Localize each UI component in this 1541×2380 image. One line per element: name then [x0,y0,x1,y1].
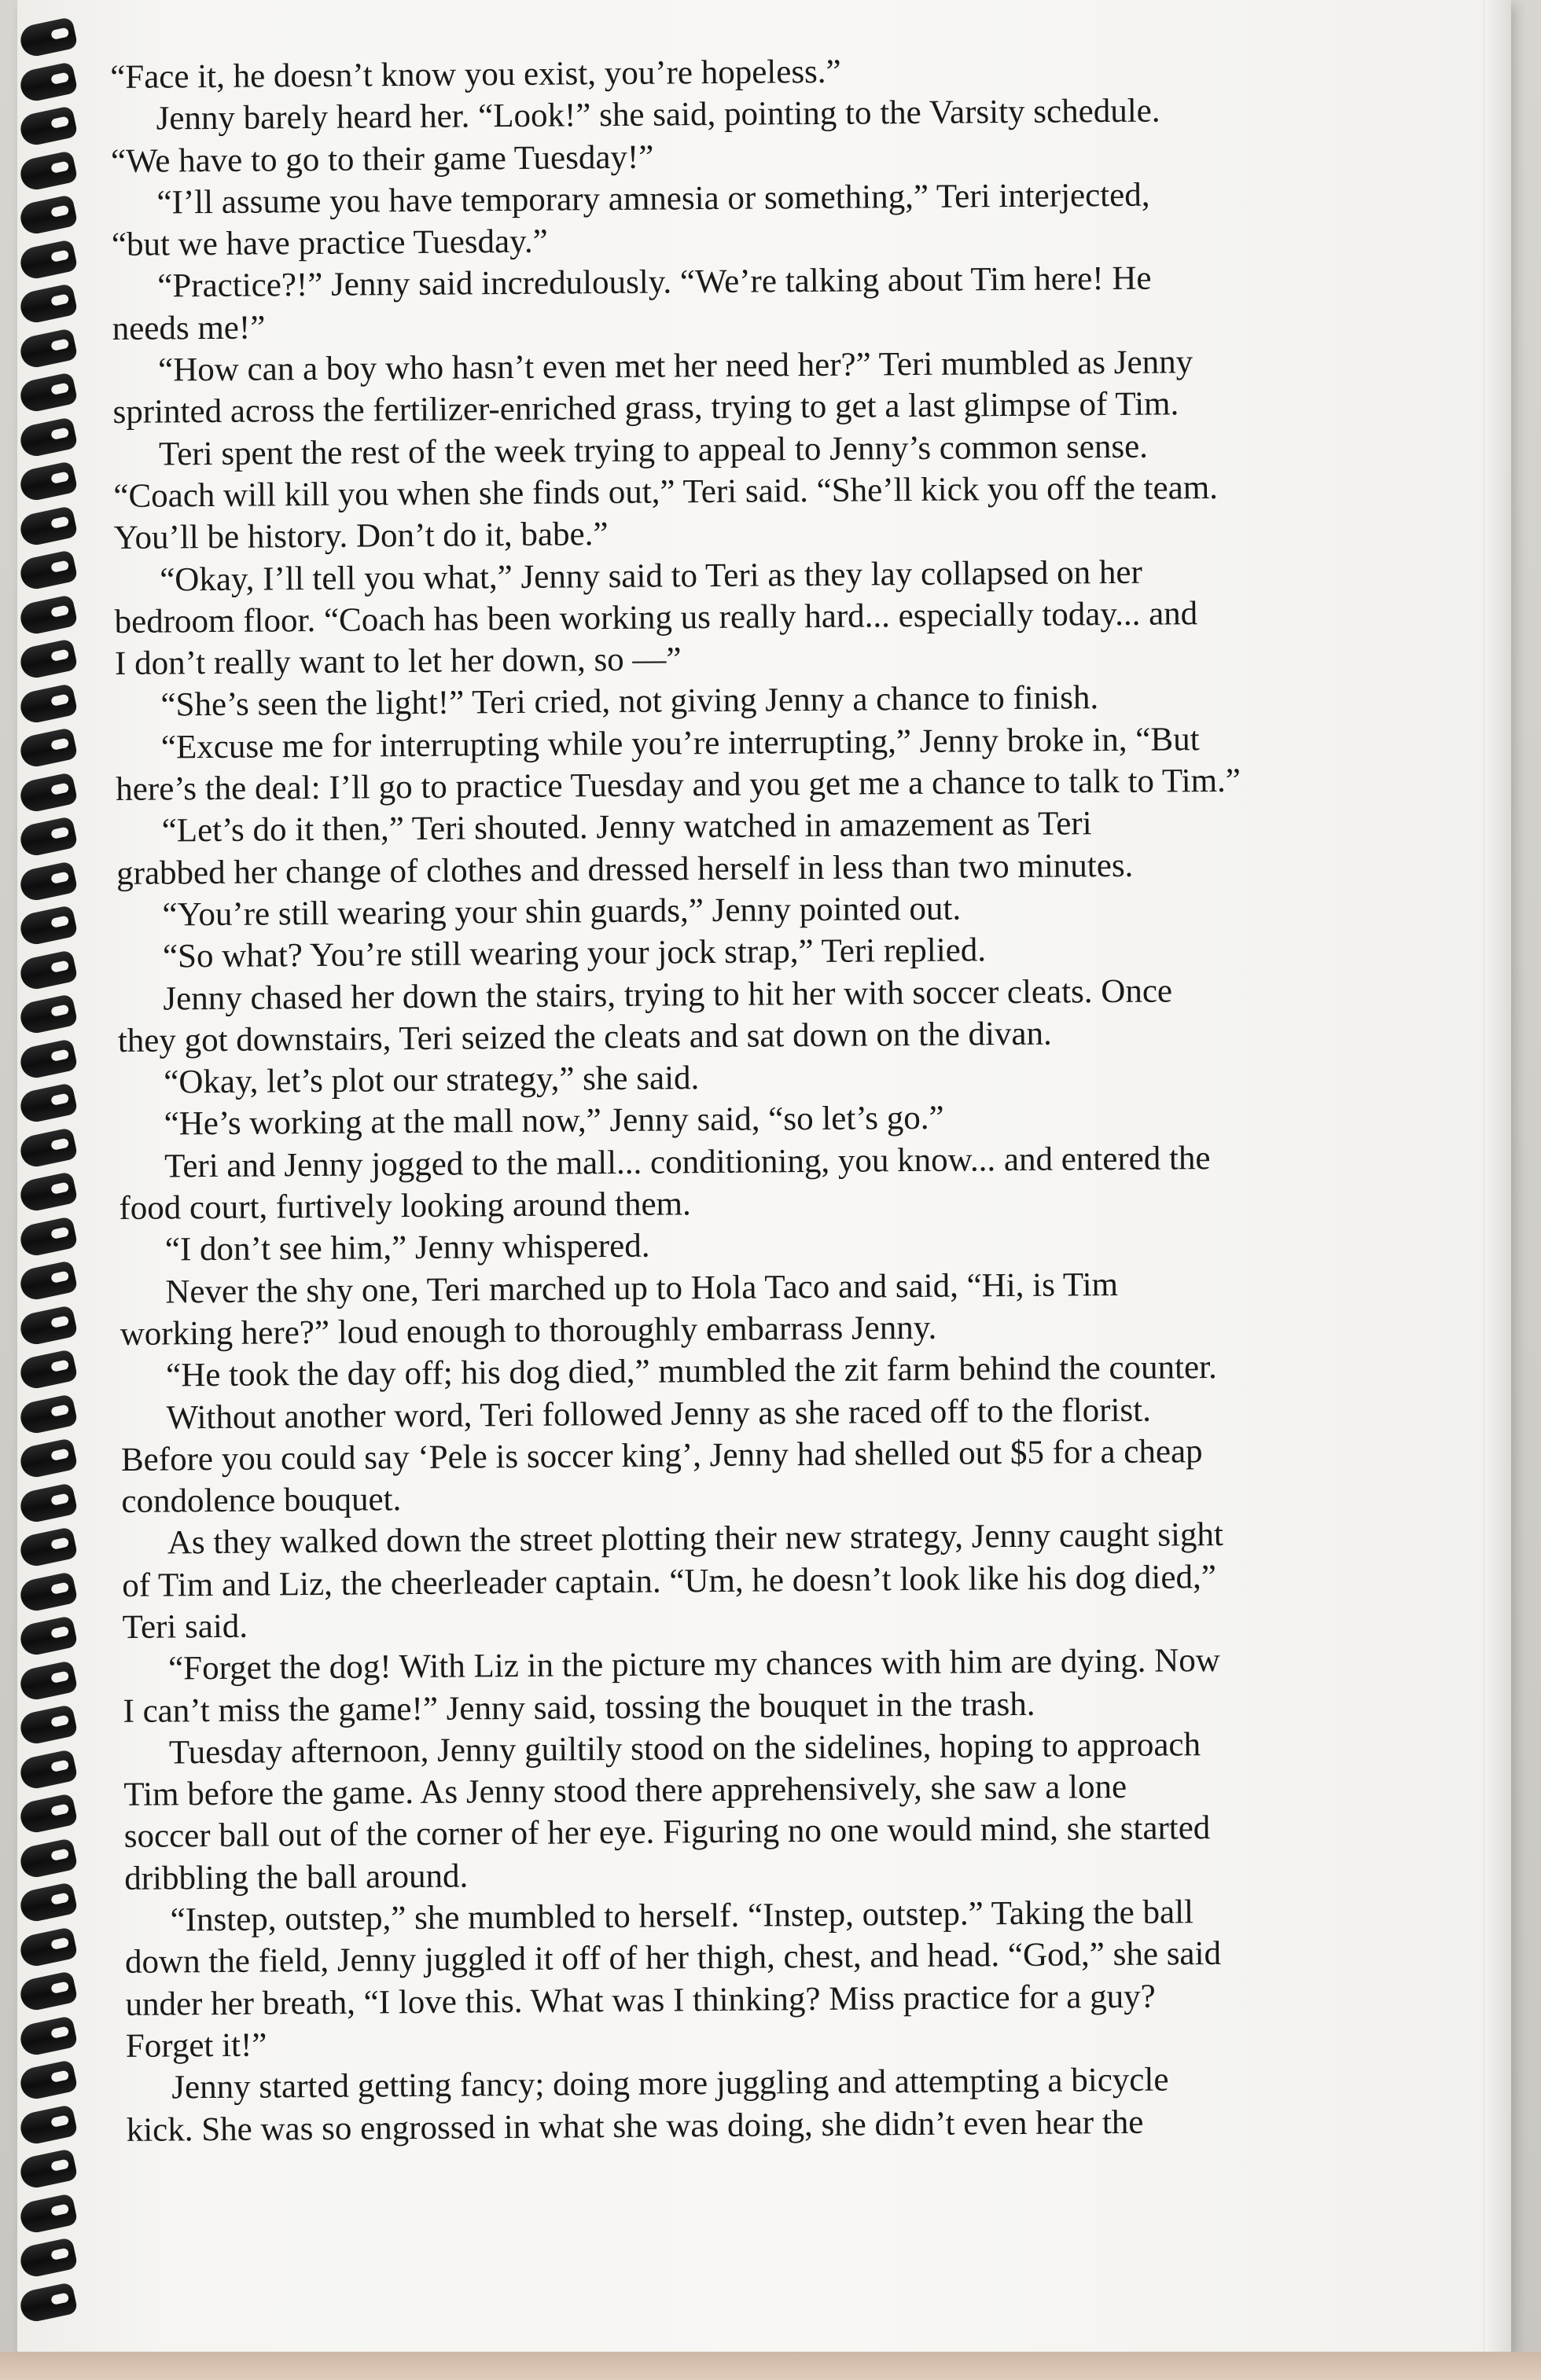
spiral-ring [18,1571,79,1614]
text-line: “Coach will kill you when she finds out,” Teri said. “She’ll kick you off the team. [113,468,1219,515]
text-line: Forget it!” [125,2026,267,2065]
spiral-ring [18,727,79,769]
spiral-ring [18,2193,79,2235]
text-line: “but we have practice Tuesday.” [111,222,548,264]
text-line: condolence bouquet. [121,1481,402,1521]
spiral-ring [18,638,79,681]
text-line: I don’t really want to let her down, so —” [114,641,682,683]
text-line: “He took the day off; his dog died,” mumbled the zit farm behind the counter. [165,1349,1217,1394]
spiral-ring [18,2104,79,2147]
text-line: “Face it, he doesn’t know you exist, you’re hopeless.” [110,53,841,96]
text-line: here’s the deal: I’ll go to practice Tuesday and you get me a chance to talk to Tim.” [116,762,1241,809]
text-line: “So what? You’re still wearing your jock strap,” Teri replied. [162,931,987,975]
spiral-ring [18,239,79,281]
spiral-ring [18,1615,79,1658]
spiral-ring [18,194,79,237]
spiral-ring [18,1127,79,1170]
spiral-ring [18,150,79,193]
spiral-ring [18,1749,79,1791]
text-line: dribbling the ball around. [124,1857,469,1897]
spiral-ring [18,505,79,548]
spiral-ring [18,1438,79,1480]
text-line: “Instep, outstep,” she mumbled to herself. “Instep, outstep.” Taking the ball [170,1893,1194,1939]
text-line: sprinted across the fertilizer-enriched grass, trying to get a last glimpse of Tim. [112,385,1179,432]
page-text [110,46,1464,2305]
spiral-ring [18,1082,79,1125]
text-line: soccer ball out of the corner of her eye. Figuring no one would mind, she started [123,1809,1211,1856]
spiral-ring [18,1926,79,1969]
spiral-ring [18,2059,79,2102]
spiral-ring [18,1838,79,1880]
text-line: they got downstairs, Teri seized the cleats and sat down on the divan. [117,1015,1052,1060]
text-line: “You’re still wearing your shin guards,” Jenny pointed out. [162,890,962,934]
text-line: “How can a boy who hasn’t even met her need her?” Teri mumbled as Jenny [157,343,1193,389]
spiral-ring [18,105,79,148]
spiral-ring [18,328,79,370]
spiral-ring [18,1216,79,1258]
table-surface [0,2352,1541,2380]
text-line: “Excuse me for interrupting while you’re interrupting,” Jenny broke in, “But [160,720,1200,766]
spiral-ring [18,683,79,725]
text-line: kick. She was so engrossed in what she was doing, she didn’t even hear the [126,2103,1144,2149]
spiral-ring [18,1394,79,1436]
text-line: “He’s working at the mall now,” Jenny said, “so let’s go.” [164,1100,944,1143]
text-line: working here?” loud enough to thoroughly embarrass Jenny. [120,1309,937,1353]
spiral-ring [18,1882,79,1924]
spiral-ring [18,816,79,858]
notebook-page [17,0,1511,2355]
text-line: bedroom floor. “Coach has been working us really hard... especially today... and [114,595,1198,641]
spiral-ring [18,372,79,414]
text-line: “We have to go to their game Tuesday!” [110,138,654,180]
spiral-ring [18,994,79,1036]
spiral-ring [18,772,79,814]
spiral-ring [18,949,79,992]
text-line: “Practice?!” Jenny said incredulously. “We’re talking about Tim here! He [157,260,1152,306]
spiral-ring [18,417,79,459]
text-line: “She’s seen the light!” Teri cried, not giving Jenny a chance to finish. [160,679,1099,724]
text-line: Teri spent the rest of the week trying to appeal to Jenny’s common sense. [158,428,1149,473]
text-line: Tim before the game. As Jenny stood there apprehensively, she saw a lone [123,1768,1127,1814]
text-line: Tuesday afternoon, Jenny guiltily stood on the sidelines, hoping to approach [168,1726,1201,1772]
spiral-ring [18,1526,79,1569]
text-line: As they walked down the street plotting their new strategy, Jenny caught sight [167,1516,1224,1562]
text-line: food court, furtively looking around them. [119,1185,691,1227]
spiral-ring [18,1704,79,1746]
spiral-ring [18,549,79,592]
spiral-ring [18,61,79,104]
spiral-ring [18,461,79,503]
text-line: I can’t miss the game!” Jenny said, tossing the bouquet in the trash. [123,1685,1035,1730]
spiral-ring [18,1349,79,1391]
text-line: Teri said. [122,1607,248,1646]
spiral-ring [18,1970,79,2013]
spiral-ring [18,1482,79,1525]
text-line: Jenny barely heard her. “Look!” she said, pointing to the Varsity schedule. [156,92,1160,138]
page-edge [1484,0,1511,2355]
spiral-ring [18,2237,79,2279]
spiral-ring [18,1660,79,1702]
text-line: of Tim and Liz, the cheerleader captain. “Um, he doesn’t look like his dog died,” [122,1558,1216,1604]
spiral-ring [18,594,79,637]
spiral-ring [18,861,79,903]
text-line: “I’ll assume you have temporary amnesia or something,” Teri interjected, [156,176,1150,222]
spiral-ring [18,1793,79,1835]
text-line: “Okay, I’ll tell you what,” Jenny said to Teri as they lay collapsed on her [160,553,1142,599]
text-line: down the field, Jenny juggled it off of her thigh, chest, and head. “God,” she said [124,1935,1222,1981]
text-line: needs me!” [112,309,266,347]
text-line: Without another word, Teri followed Jenny as she raced off to the florist. [166,1391,1152,1436]
spiral-ring [18,905,79,947]
text-line: Teri and Jenny jogged to the mall... conditioning, you know... and entered the [164,1139,1211,1185]
text-line: grabbed her change of clothes and dressed herself in less than two minutes. [116,847,1134,892]
text-line: “Forget the dog! With Liz in the picture my chances with him are dying. Now [167,1642,1220,1688]
spiral-ring [18,1038,79,1081]
text-line: Jenny chased her down the stairs, trying to hit her with soccer cleats. Once [163,971,1173,1018]
text-line: You’ll be history. Don’t do it, babe.” [113,516,609,557]
spiral-ring [18,2282,79,2324]
spiral-ring [18,17,79,59]
spiral-ring [18,1171,79,1214]
text-line: Never the shy one, Teri marched up to Hola Taco and said, “Hi, is Tim [165,1265,1119,1311]
spiral-ring [18,1260,79,1302]
text-line: under her breath, “I love this. What was I thinking? Miss practice for a guy? [125,1978,1156,2023]
text-line: “I don’t see him,” Jenny whispered. [164,1227,650,1269]
spiral-binding [17,0,120,2355]
text-line: “Okay, let’s plot our strategy,” she said. [164,1060,700,1101]
text-line: Before you could say ‘Pele is soccer king’, Jenny had shelled out $5 for a cheap [120,1432,1203,1478]
spiral-ring [18,1305,79,1347]
text-line: Jenny started getting fancy; doing more juggling and attempting a bicycle [171,2061,1169,2106]
text-line: “Let’s do it then,” Teri shouted. Jenny watched in amazement as Teri [161,805,1092,850]
spiral-ring [18,2015,79,2058]
spiral-ring [18,283,79,325]
spiral-ring [18,2148,79,2191]
